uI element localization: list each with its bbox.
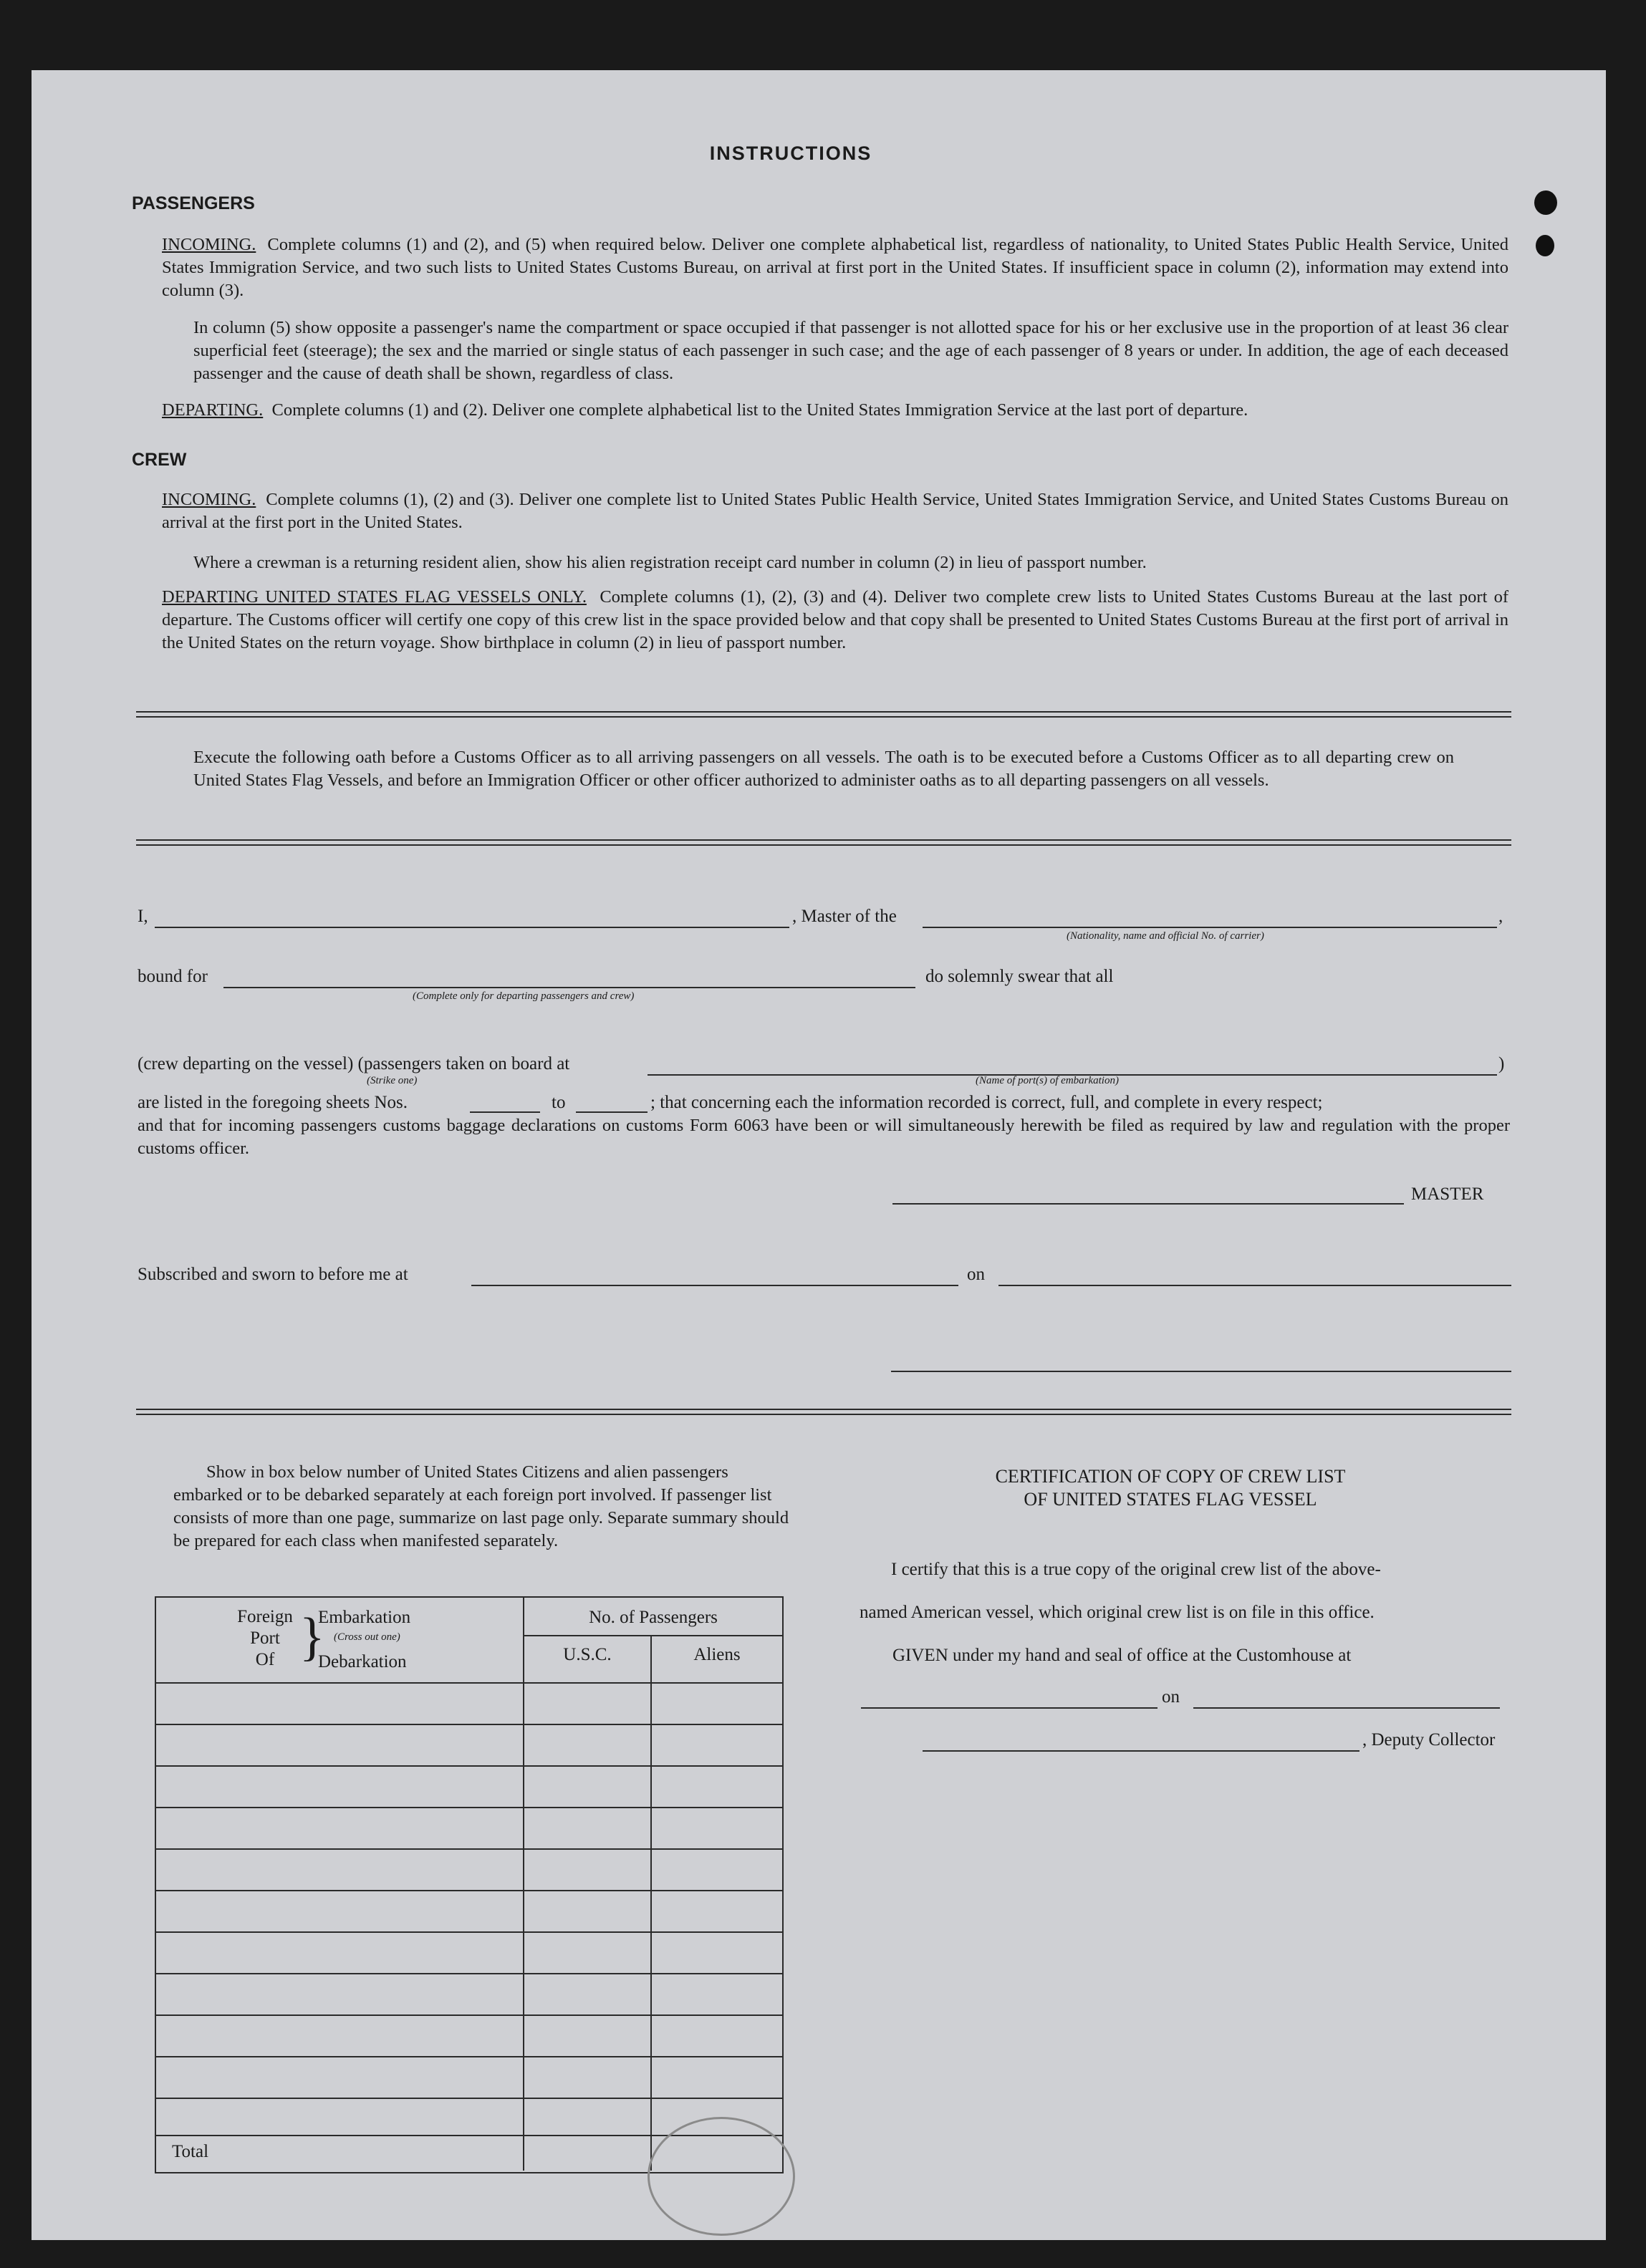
oath-comma: , bbox=[1498, 907, 1503, 926]
passengers-incoming-paragraph bbox=[162, 233, 1508, 302]
oath-intro-paragraph: Execute the following oath before a Customs Officer as to all arriving passengers on all vessels. The oath is to be executed before a Customs Officer as to all departing crew on United States Flag Vessels, and before an Immigration Officer or other officer authorized to administer oaths as to all departing passengers on all vessels. bbox=[193, 748, 1454, 790]
table-row-line bbox=[156, 2014, 782, 2016]
crew-incoming-text: Complete columns (1), (2) and (3). Deliver one complete list to United States Public Health Service, United States Immigration Service, and United States Customs Bureau on arrival at the first port in the United States. bbox=[162, 490, 1509, 532]
sheet-to-field[interactable] bbox=[576, 1111, 648, 1113]
table-row-line bbox=[156, 1807, 782, 1808]
crew-resident-paragraph: Where a crewman is a returning resident alien, show his alien registration receipt card number in column (2) in lieu of passport number. bbox=[193, 553, 1147, 572]
col-header-of: Of bbox=[255, 1650, 275, 1669]
certification-title-line2: OF UNITED STATES FLAG VESSEL bbox=[1024, 1489, 1317, 1510]
faint-stamp-mark bbox=[648, 2117, 795, 2236]
table-column-divider bbox=[523, 1598, 524, 2171]
oath-crew-departing-text: (crew departing on the vessel) (passengers taken on board at bbox=[138, 1054, 570, 1073]
table-row-line bbox=[156, 1682, 782, 1684]
master-name-field[interactable] bbox=[155, 927, 789, 928]
col-header-foreign-port bbox=[228, 1606, 302, 1671]
master-signature-field[interactable] bbox=[892, 1203, 1404, 1205]
crew-departing-text: Complete columns (1), (2), (3) and (4). Deliver two complete crew lists to United States Customs Bureau at the last port of departure. The Customs officer will certify one copy of this crew list in the space provided below and that copy shall be presented to United States Customs Bureau at the first port of arrival in the United States on the return voyage. Show birthplace in column (2) in lieu of passport number. bbox=[162, 587, 1508, 652]
col-header-foreign: Foreign bbox=[237, 1607, 293, 1626]
oath-listed-text: are listed in the foregoing sheets Nos. bbox=[138, 1093, 408, 1112]
master-signature-label: MASTER bbox=[1411, 1184, 1484, 1204]
brace-glyph: } bbox=[299, 1608, 325, 1666]
table-row-line bbox=[156, 1890, 782, 1891]
deputy-collector-signature-field[interactable] bbox=[923, 1750, 1359, 1752]
certify-text-line1: I certify that this is a true copy of the original crew list of the above- bbox=[891, 1560, 1381, 1579]
certification-on-label: on bbox=[1162, 1687, 1180, 1707]
oath-close-paren: ) bbox=[1498, 1054, 1505, 1073]
punch-hole-mark bbox=[1536, 235, 1554, 256]
oath-master-of-label: , Master of the bbox=[792, 907, 897, 926]
col-header-usc: U.S.C. bbox=[563, 1645, 612, 1664]
section-divider bbox=[136, 839, 1511, 846]
nationality-caption: (Nationality, name and official No. of carrier) bbox=[1067, 930, 1264, 942]
summary-instructions: Show in box below number of United States Citizens and alien passengers embarked or to be debarked separately at each foreign port involved. If passenger list consists of more than one page, summarize on last page only. Separate summary should be prepared for each class when manifested separately. bbox=[173, 1462, 789, 1550]
given-text: GIVEN under my hand and seal of office at the Customhouse at bbox=[892, 1646, 1352, 1665]
table-row-line bbox=[156, 2098, 782, 2099]
crew-incoming-paragraph bbox=[162, 488, 1508, 534]
table-row-line bbox=[156, 1724, 782, 1725]
sheet-from-field[interactable] bbox=[470, 1111, 540, 1113]
col-header-embarkation: Embarkation bbox=[318, 1608, 411, 1627]
strike-one-caption: (Strike one) bbox=[367, 1075, 418, 1086]
passengers-departing-text: Complete columns (1) and (2). Deliver one complete alphabetical list to the United States Immigration Service at the last port of departure. bbox=[271, 400, 1248, 420]
crew-departing-paragraph bbox=[162, 586, 1508, 655]
customhouse-place-field[interactable] bbox=[861, 1707, 1158, 1709]
sworn-place-field[interactable] bbox=[471, 1285, 958, 1286]
crew-incoming-label: INCOMING. bbox=[162, 490, 256, 509]
col-header-aliens: Aliens bbox=[693, 1645, 741, 1664]
passengers-departing-label: DEPARTING. bbox=[162, 400, 264, 420]
section-divider bbox=[136, 711, 1511, 718]
sworn-on-label: on bbox=[967, 1265, 985, 1284]
certification-title-line1: CERTIFICATION OF COPY OF CREW LIST bbox=[995, 1466, 1346, 1487]
document-title: INSTRUCTIONS bbox=[709, 143, 872, 164]
passengers-departing-paragraph bbox=[162, 399, 1508, 422]
passengers-incoming-label: INCOMING. bbox=[162, 235, 256, 254]
complete-only-caption: (Complete only for departing passengers and crew) bbox=[413, 990, 635, 1002]
table-row-line bbox=[156, 1848, 782, 1850]
crew-departing-label: DEPARTING UNITED STATES FLAG VESSELS ONLY. bbox=[162, 587, 587, 607]
punch-hole-mark bbox=[1534, 190, 1557, 215]
officer-signature-field[interactable] bbox=[891, 1371, 1511, 1372]
oath-i-label: I, bbox=[138, 907, 148, 926]
oath-swear-text: do solemnly swear that all bbox=[925, 967, 1114, 986]
destination-field[interactable] bbox=[223, 987, 915, 988]
col-header-debarkation: Debarkation bbox=[318, 1652, 407, 1671]
sworn-date-field[interactable] bbox=[998, 1285, 1511, 1286]
certify-text-line2: named American vessel, which original crew list is on file in this office. bbox=[860, 1603, 1375, 1622]
ports-caption: (Name of port(s) of embarkation) bbox=[976, 1075, 1119, 1086]
col-header-cross-out: (Cross out one) bbox=[334, 1631, 400, 1643]
crew-heading: CREW bbox=[132, 450, 187, 470]
section-divider bbox=[136, 1409, 1511, 1415]
col-header-passengers: No. of Passengers bbox=[589, 1608, 718, 1627]
oath-listed-to: to bbox=[552, 1093, 566, 1112]
col-header-port: Port bbox=[250, 1628, 280, 1648]
passengers-incoming-text: Complete columns (1) and (2), and (5) when required below. Deliver one complete alphabetical list, regardless of nationality, to United States Public Health Service, United States Immigration Service, and two such lists to United States Customs Bureau, on arrival at first port in the United States. If insufficient space in column (2), information may extend into column (3). bbox=[162, 235, 1508, 300]
table-row-line bbox=[156, 1765, 782, 1767]
passenger-summary-table bbox=[155, 1596, 784, 2173]
oath-listed-correct-text: ; that concerning each the information recorded is correct, full, and complete in every respect; bbox=[650, 1093, 1323, 1112]
table-column-divider bbox=[650, 1635, 652, 2171]
deputy-collector-label: , Deputy Collector bbox=[1362, 1730, 1496, 1750]
oath-baggage-text: and that for incoming passengers customs baggage declarations on customs Form 6063 have been or will simultaneously herewith be filed as required by law and regulation with the proper customs officer. bbox=[138, 1116, 1510, 1158]
table-row-line bbox=[156, 1973, 782, 1974]
oath-bound-for-label: bound for bbox=[138, 967, 208, 986]
table-header-divider bbox=[524, 1635, 782, 1636]
certification-date-field[interactable] bbox=[1193, 1707, 1500, 1709]
passengers-heading: PASSENGERS bbox=[132, 193, 255, 213]
document-sheet bbox=[32, 70, 1606, 2240]
subscribed-label: Subscribed and sworn to before me at bbox=[138, 1265, 408, 1284]
table-row-line bbox=[156, 1931, 782, 1933]
table-row-line bbox=[156, 2056, 782, 2057]
carrier-name-field[interactable] bbox=[923, 927, 1497, 928]
passengers-column5-paragraph: In column (5) show opposite a passenger's name the compartment or space occupied if that passenger is not allotted space for his or her exclusive use in the proportion of at least 36 clear superficial feet (steerage); the sex and the married or single status of each passenger in such case; and the age of each passenger of 8 years or under. In addition, the age of each deceased passenger and the cause of death shall be shown, regardless of class. bbox=[193, 318, 1508, 383]
total-row-label: Total bbox=[172, 2142, 209, 2161]
